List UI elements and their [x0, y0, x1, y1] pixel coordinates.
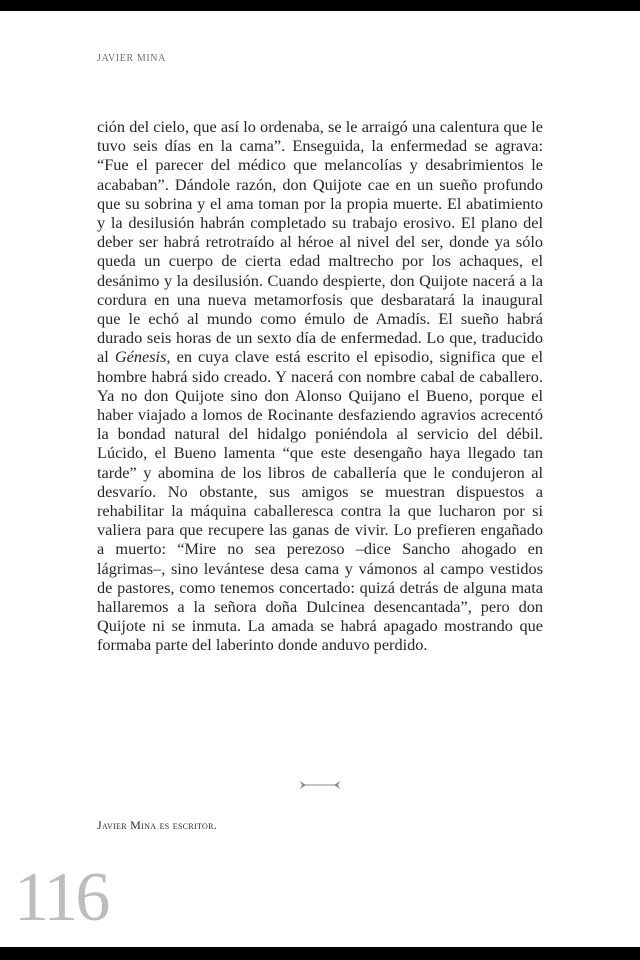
running-head: JAVIER MINA [97, 53, 166, 64]
body-paragraph [97, 117, 543, 655]
bottom-frame-bar [0, 947, 640, 960]
page-number: 116 [14, 859, 108, 936]
paragraph-text-part-2: en cuya clave está escrito el episodio, significa que el hombre habrá sido creado. Y nacerá con nombre cabal de caballero. Ya no don Quijote sino don Alonso Quijano el Bueno, porque el haber viajado a lomos de Rocinante desfaziendo agravios acrecentó la bondad natural del hidalgo poniéndola al servicio del débil. Lúcido, el Bueno lamenta “que este desengaño haya llegado tan tarde” y abomina de los libros de caballería que le condujeron al desvarío. No obstante, sus amigos se muestran dispuestos a rehabilitar la máquina caballeresca contra la que lucharon por si valiera para que recupere las ganas de vivir. Lo prefieren engañado a muerto: “Mire no sea perezoso –dice Sancho ahogado en lágrimas–, sino levántese desa cama y vámonos al campo vestidos de pastores, como tenemos concertado: quizá detrás de alguna mata hallaremos a la señora doña Dulcinea desencantada”, pero don Quijote ni se inmuta. La amada se habrá apagado mostrando que formaba parte del laberinto donde anduvo perdido. [97, 347, 543, 655]
author-note: Javier Mina es escritor. [97, 818, 218, 832]
top-frame-bar [0, 0, 640, 11]
italic-title-genesis: Génesis, [114, 347, 171, 367]
book-page [0, 11, 640, 947]
paragraph [97, 117, 543, 655]
section-divider-ornament-icon [298, 777, 342, 793]
paragraph-text-part-1: ción del cielo, que así lo ordenaba, se le arraigó una calentura que le tuvo seis días en la cama”. Enseguida, la enfermedad se agrava: “Fue el parecer del médico que melancolías y desabrimientos le acababan”. Dándole razón, don Quijote cae en un sueño profundo que su sobrina y el ama toman por la propia muerte. El abatimiento y la desilusión habrán completado su trabajo erosivo. El plano del deber ser habrá retrotraído al héroe al nivel del ser, donde ya sólo queda un cuerpo de cierta edad maltrecho por los achaques, el desánimo y la desilusión. Cuando despierte, don Quijote nacerá a la cordura en una nueva metamorfosis que desbaratará la inaugural que le echó al mundo como émulo de Amadís. El sueño habrá durado seis horas de un sexto día de enfermedad. Lo que, traducido al [97, 117, 543, 367]
